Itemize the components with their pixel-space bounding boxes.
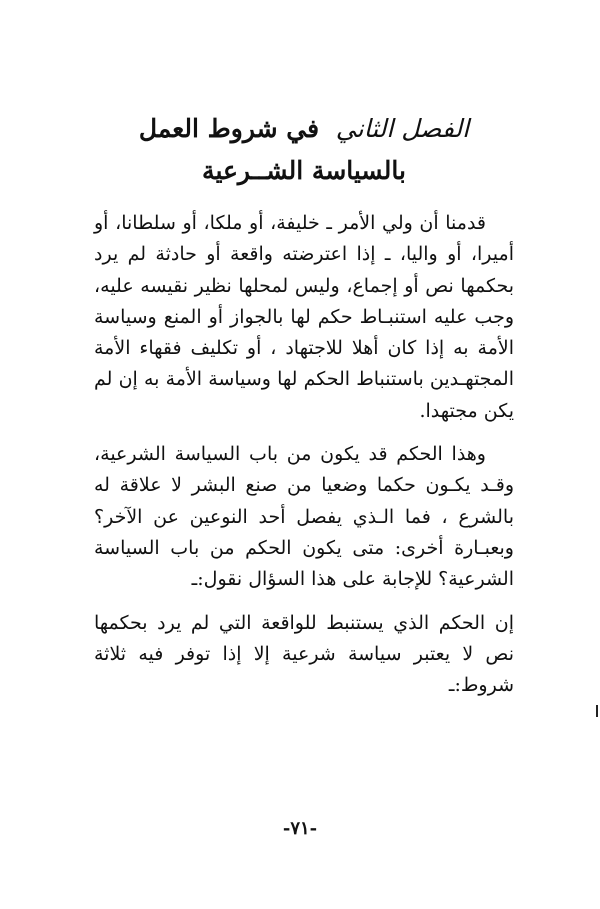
page-edge-mark (596, 705, 598, 717)
chapter-title-part-1: في شروط العمل (138, 114, 320, 143)
chapter-number: الفصل الثاني (335, 114, 470, 143)
page-number: -٧١- (282, 818, 318, 839)
paragraph-3 (94, 608, 514, 702)
paragraph-2-text: وهذا الحكم قد يكون من باب السياسة الشرعية، وقـد يكـون حكما وضعيا من صنع البشر لا علاقة له بالشرع ، فما الـذي يفصل أحد النوعين عن الآخر؟ وبعبـارة أخرى: متى يكون الحكم من باب السياسة الشرعية؟ للإجابة على هذا السؤال نقول:ـ (94, 443, 514, 591)
paragraph-1-text: قدمنا أن ولي الأمر ـ خليفة، أو ملكا، أو سلطانا، أو أميرا، أو واليا، ـ إذا اعترضته واقعة أو حادثة لم يرد بحكمها نص أو إجماع، وليس لمحلها نظير نقيسه عليه، وجب عليه استنبـاط حكم لها بالجواز أو المنع وسياسة الأمة به إذا كان أهلا للاجتهاد ، أو تكليف فقهاء الأمة المجتهـدين باستنباط الحكم لها وسياسة الأمة به إن لم يكن مجتهدا. (94, 212, 514, 422)
chapter-heading-line-1 (94, 108, 514, 150)
paragraph-2 (94, 439, 514, 595)
page-text-area (94, 108, 514, 713)
paragraph-1 (94, 208, 514, 427)
chapter-heading (94, 108, 514, 192)
chapter-heading-line-2: بالسياسة الشــرعية (202, 156, 406, 185)
paragraph-3-text: إن الحكم الذي يستنبط للواقعة التي لم يرد بحكمها نص لا يعتبر سياسة شرعية إلا إذا توفر فيه ثلاثة شروط:ـ (94, 611, 514, 697)
